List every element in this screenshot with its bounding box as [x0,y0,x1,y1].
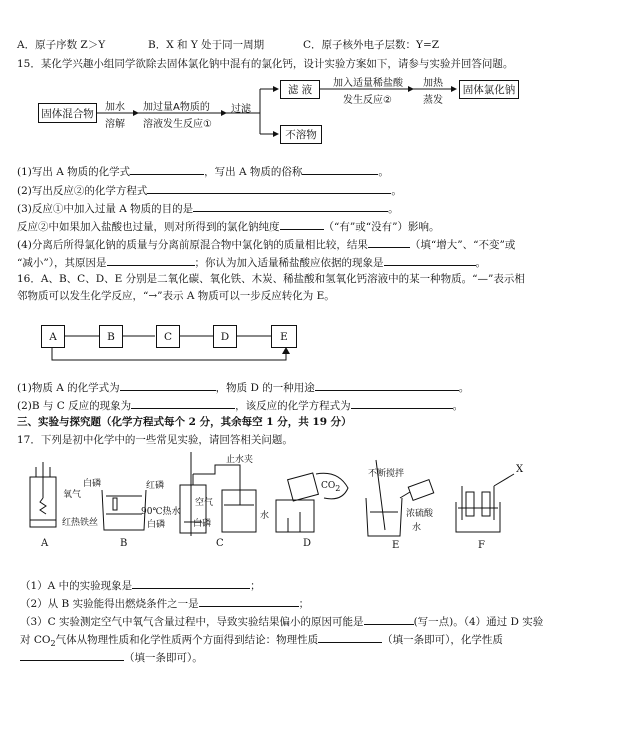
q17-blank-c-reason[interactable] [364,613,414,625]
q16-box-b: B [99,325,123,348]
q15-p3a: (3)反应①中加入过量 A 物质的目的是 [17,203,194,215]
label-white-phosphorus-3: 白磷 [193,519,212,529]
fig-letter-a: A [41,538,49,549]
q15-p4d: ；你认为加入适量稀盐酸应依据的现象是 [194,257,384,269]
flow-filtrate-box: 滤 液 [280,80,320,99]
q15-p1a: (1)写出 A 物质的化学式 [17,166,131,178]
q17-p4a: 对 CO [20,634,51,646]
flow-product-box: 固体氯化钠 [459,80,519,99]
q15-p1b: ，写出 A 物质的俗称 [204,166,303,178]
q17-p4d: （填一条即可）。 [124,652,203,664]
label-red-phosphorus: 红磷 [146,481,165,491]
label-co2 [321,481,340,493]
flow-start-box: 固体混合物 [38,103,97,123]
q17-p2a: （2）从 B 实验能得出燃烧条件之一是 [20,598,199,610]
q17-p1b: ； [250,580,261,592]
label-co2-text: CO [321,481,336,491]
section3-title: 三、实验与探究题（化学方程式每个 2 分，其余每空 1 分，共 19 分） [17,416,352,428]
label-acid: 浓硫酸 [406,509,434,519]
q17-p3a: （3）C 实验测定空气中氧气含量过程中，导致实验结果偏小的原因可能是 [20,616,364,628]
flow-step1-bottom: 溶解 [105,119,125,130]
label-stir: 不断搅拌 [368,469,405,479]
q15-p4b: （填“增大”、“不变”或 [409,239,516,251]
label-x: X [516,464,524,475]
q17-p4c: （填一条即可），化学性质 [382,634,503,646]
q17-part1 [20,577,261,593]
q15-stem: 15．某化学兴趣小组同学欲除去固体氯化钠中混有的氯化钙，设计实验方案如下，请参与实验并回答问题。 [17,58,514,70]
q17-blank-physical-property[interactable] [318,631,382,643]
apparatus-b [102,490,146,530]
q15-p2b: 。 [391,185,402,197]
label-water: 水 [260,511,270,521]
q17-p2b: ； [298,598,310,610]
option-c: C．原子核外电子层数：Y=Z [303,39,440,51]
q16-box-d: D [213,325,237,348]
label-hot-water: 90℃热水 [141,507,181,517]
q17-blank-chemical-property[interactable] [20,649,124,661]
q16-box-e: E [271,325,297,348]
fig-letter-f: F [478,540,485,551]
q17-part3 [20,613,543,629]
label-oxygen: 氧气 [63,490,82,500]
flow-step4-top: 加入适量稀盐酸 [333,78,403,89]
label-acid-water: 水 [412,523,422,533]
q16-p2a: (2)B 与 C 反应的现象为 [17,400,132,412]
label-white-phosphorus-2: 白磷 [147,520,166,530]
q17-p1a: （1）A 中的实验现象是 [20,580,133,592]
apparatus-f [456,474,514,532]
fig-letter-d: D [303,538,312,549]
label-white-phosphorus: 白磷 [83,479,102,489]
flow-step2-top: 加过量A物质的 [143,102,210,113]
q15-p3d: （“有”或“没有”）影响。 [323,221,440,233]
q16-p2c: 。 [452,400,464,412]
flow-step5-bottom: 蒸发 [423,95,443,106]
flow-step5-top: 加热 [423,78,443,89]
option-a: A．原子序数 Z＞Y [17,39,106,51]
apparatus-a [30,462,56,527]
q16-p1a: (1)物质 A 的化学式为 [17,382,120,394]
q15-p4a: (4)分离后所得氯化钠的质量与分离前原混合物中氯化钠的质量相比较，结果 [17,239,368,251]
q16-p2b: ，该反应的化学方程式为 [235,400,351,412]
fig-letter-b: B [120,538,128,549]
q15-p4c: “减小”），其原因是 [17,257,107,269]
label-clamp: 止水夹 [226,455,254,465]
q17-p4b: 气体从物理性质和化学性质两个方面得到结论：物理性质 [55,634,319,646]
q15-p3c: 反应②中如果加入盐酸也过量，则对所得到的氯化钠纯度 [17,221,280,233]
fig-letter-c: C [216,538,224,549]
fig-letter-e: E [392,540,400,551]
q16-p1c: 。 [458,382,470,394]
q17-p3b: (写一点)。（4）通过 D 实验 [413,616,544,628]
q16-stem-1: 16．A、B、C、D、E 分别是二氧化碳、氧化铁、木炭、稀盐酸和氢氧化钙溶液中的某一种物质。“—”表示相 [17,273,525,285]
label-co2-sub: 2 [335,483,341,493]
label-air: 空气 [195,498,214,508]
flow-step1-top: 加水 [105,102,125,113]
q15-p3b: 。 [388,203,399,215]
q16-box-a: A [41,325,65,348]
flow-step4-bottom: 发生反应② [343,95,392,106]
q15-p4e: 。 [475,257,486,269]
q17-part4b [20,649,203,665]
option-b: B．X 和 Y 处于同一周期 [148,39,265,51]
q17-p4-sub: 2 [50,639,56,649]
q16-stem-2: 邻物质可以发生化学反应，“→”表示 A 物质可以一步反应转化为 E。 [17,290,335,302]
q17-blank-a-phenomenon[interactable] [132,577,250,589]
q16-box-c: C [156,325,180,348]
q16-p1b: ，物质 D 的一种用途 [215,382,315,394]
flow-solid-box: 不溶物 [280,125,322,144]
flow-step3: 过滤 [231,104,251,115]
q17-part2 [20,595,309,611]
flow-step2-bottom: 溶液发生反应① [143,119,212,130]
q17-stem: 17．下列是初中化学中的一些常见实验，请回答相关问题。 [17,434,293,446]
q15-p2a: (2)写出反应②的化学方程式 [17,185,148,197]
label-iron-wire: 红热铁丝 [62,518,99,528]
q17-blank-combustion-condition[interactable] [199,595,299,607]
q15-p1c: 。 [378,166,389,178]
